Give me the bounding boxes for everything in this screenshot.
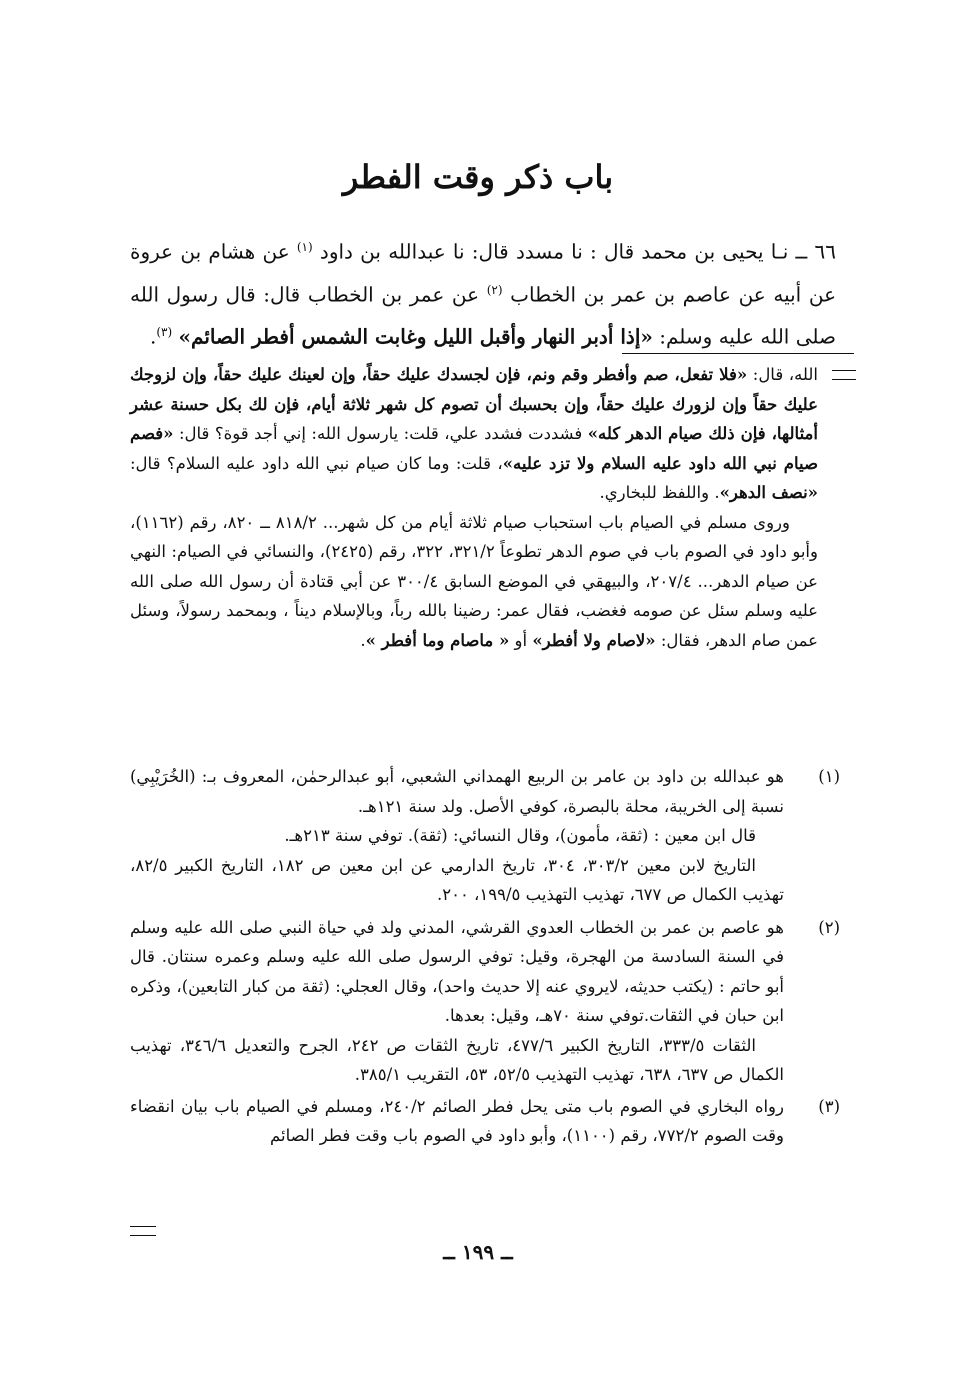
footnote-ref-3[interactable]: (٣) [156, 325, 173, 340]
note-quote: «لاصام ولا أفطر» [532, 630, 656, 650]
footnote-number: (٣) [818, 1096, 840, 1116]
note-text: . [360, 630, 366, 650]
page-number: ــ ١٩٩ ــ [443, 1240, 513, 1264]
footnote-1 [130, 762, 840, 910]
note-quote: «فصم صيام نبي الله داود عليه السلام ولا تزد عليه» [130, 424, 819, 473]
footnote-ref-1[interactable]: (١) [296, 240, 313, 254]
note-text: ، قلت: وما كان صيام نبي الله داود عليه السلام؟ قال: [130, 453, 503, 473]
footnote-para: رواه البخاري في الصوم باب متى يحل فطر الصائم ٢٤٠/٢، ومسلم في الصيام باب بيان انقضاء وقت الصوم ٧٧٢/٢، رقم (١١٠٠)، وأبو داود في الصوم باب وقت فطر الصائم [130, 1096, 784, 1145]
footnote-body [130, 762, 784, 910]
footnotes [130, 762, 840, 1151]
footnote-ref-2[interactable]: (٢) [486, 282, 503, 297]
note-text: فشددت فشدد علي، قلت: يارسول الله: إني أجد قوة؟ قال: [173, 424, 588, 443]
continued-note [130, 360, 818, 655]
footnote-sources: الثقات ٣٣٣/٥، التاريخ الكبير ٤٧٧/٦، تاريخ الثقات ص ٢٤٢، الجرح والتعديل ٣٤٦/٦، تهذيب الكمال ص ٦٣٧، ٦٣٨، تهذيب التهذيب ٥٢/٥، ٥٣، التقريب ٣٨٥/١. [130, 1035, 784, 1084]
footnote-para: هو عاصم بن عمر بن الخطاب العدوي القرشي، المدني ولد في حياة النبي صلى الله عليه وسلم في السنة السادسة من الهجرة، وقيل: توفي الرسول صلى الله عليه وسلم وعمره سنتان. قال أبو حاتم : (يكتب حديثه، لايروي عنه إلا حديث واحد)، وقال العجلي: (ثقة من كبار التابعين)، وذكره ابن حبان في الثقات.توفي سنة ٧٠هـ، وقيل: بعدها. [130, 917, 784, 1025]
note-quote: «فلا تفعل، صم وأفطر وقم ونم، فإن لجسدك عليك حقاً، وإن لعينك عليك حقاً، وإن لزوجك عليك حقاً وإن لزورك عليك حقاً، وإن بحسبك أن تصوم كل شهر ثلاثة أيام، فإن لك بكل حسنة عشر أمثالها، فإن ذلك صيام الدهر كله» [130, 365, 818, 443]
note-text: الله، قال: [747, 365, 818, 384]
footnote-para: هو عبدالله بن داود بن عامر بن الربيع الهمداني الشعبي، أبو عبدالرحمٰن، المعروف بـ: (الخُرَيْبِي) نسبة إلى الخريبة، محلة بالبصرة، كوفي الأصل. ولد سنة ١٢١هـ. [130, 767, 784, 816]
footnote-body [130, 913, 784, 1090]
footnote-3 [130, 1092, 840, 1151]
continued-note-para-1 [130, 360, 818, 508]
footnote-number: (١) [818, 767, 840, 786]
continued-note-para-2 [130, 508, 818, 656]
hadith-end: . [149, 324, 157, 349]
hadith-quote: «إذا أدبر النهار وأقبل الليل وغابت الشمس أفطر الصائم» [178, 324, 653, 349]
note-text: . واللفظ للبخاري. [599, 483, 720, 502]
continuation-mark [832, 370, 856, 380]
footnote-para: قال ابن معين : (ثقة، مأمون)، وقال النسائي: (ثقة). توفي سنة ٢١٣هـ. [284, 826, 756, 845]
continuation-mark [130, 1226, 156, 1236]
note-quote: «نصف الدهر» [719, 483, 818, 502]
footnote-body [130, 1092, 784, 1151]
footnote-number: (٢) [818, 917, 840, 937]
hadith-chain-3: عن عمر بن الخطاب قال: قال رسول الله صلى الله عليه وسلم: [130, 282, 836, 349]
footnote-2 [130, 913, 840, 1090]
hadith-chain-1: ٦٦ ــ نـا يحيى بن محمد قال : نا مسدد قال: نا عبدالله بن داود [319, 239, 836, 264]
note-text: وروى مسلم في الصيام باب استحباب صيام ثلاثة أيام من كل شهر... ٨١٨/٢ ــ ٨٢٠، رقم (١١٦٢)، وأبو داود في الصوم باب في صوم الدهر تطوعاً ٣٢١/٢، ٣٢٢، رقم (٢٤٢٥)، والنسائي في الصيام: النهي عن صيام الدهر... ٢٠٧/٤، والبيهقي في الموضع السابق ٣٠٠/٤ عن أبي قتادة أن رسول الله صلى الله عليه وسلم سئل عن صومه فغضب، فقال عمر: رضينا بالله رباً، وبالإسلام ديناً ، وبمحمد رسولاً، وسئل عمن صام الدهر، فقال: [130, 512, 818, 650]
chapter-title: باب ذكر وقت الفطر [342, 158, 614, 196]
note-text: أو [509, 630, 533, 650]
footnote-sources: التاريخ لابن معين ٣٠٣/٢، ٣٠٤، تاريخ الدارمي عن ابن معين ص ١٨٢، التاريخ الكبير ٨٢/٥، تهذيب الكمال ص ٦٧٧، تهذيب التهذيب ١٩٩/٥، ٢٠٠. [130, 855, 784, 904]
footnote-separator [622, 353, 854, 354]
hadith-chain-2: عن هشام بن عروة عن أبيه عن عاصم بن عمر بن الخطاب [130, 239, 836, 307]
hadith-text [130, 228, 836, 356]
note-quote: « ماصام وما أفطر » [365, 630, 510, 650]
